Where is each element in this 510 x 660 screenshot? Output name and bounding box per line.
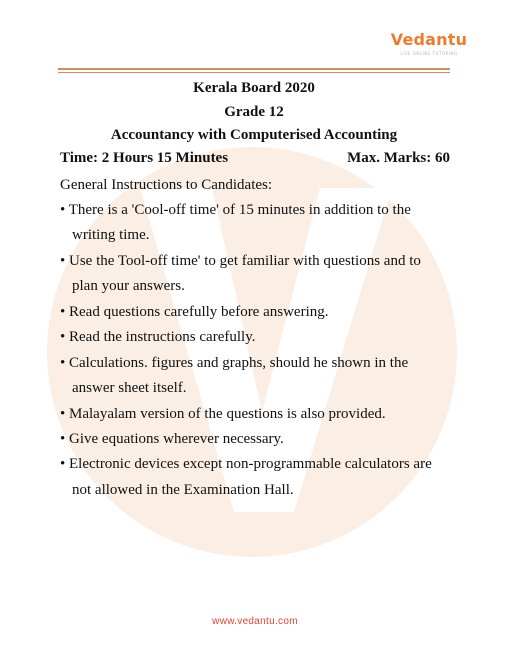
instruction-line: not allowed in the Examination Hall. [72, 482, 294, 498]
instruction-line: plan your answers. [72, 278, 185, 294]
instruction-line: • Electronic devices except non-programmable calculators are [60, 456, 432, 472]
instruction-line: • Calculations. figures and graphs, should he shown in the [60, 355, 409, 371]
grade-title: Grade 12 [224, 104, 284, 120]
instruction-line: answer sheet itself. [72, 380, 187, 396]
logo-text: Vedantu [390, 30, 468, 49]
logo-tagline: LIVE ONLINE TUTORING [400, 51, 458, 56]
instruction-line: writing time. [72, 227, 150, 243]
instruction-line: • Use the Tool-off time' to get familiar with questions and to [60, 253, 421, 269]
instructions-heading: General Instructions to Candidates: [60, 177, 273, 193]
board-title: Kerala Board 2020 [193, 80, 315, 96]
instruction-line: • Give equations wherever necessary. [60, 431, 284, 447]
footer-url: www.vedantu.com [212, 616, 298, 627]
instruction-line: • Read the instructions carefully. [60, 329, 256, 345]
instruction-line: • There is a 'Cool-off time' of 15 minutes in addition to the [60, 202, 411, 218]
exam-time: Time: 2 Hours 15 Minutes [60, 150, 229, 166]
subject-title: Accountancy with Computerised Accounting [110, 127, 398, 143]
instruction-line: • Read questions carefully before answering. [60, 304, 329, 320]
max-marks: Max. Marks: 60 [347, 150, 450, 166]
instruction-line: • Malayalam version of the questions is also provided. [60, 406, 386, 422]
